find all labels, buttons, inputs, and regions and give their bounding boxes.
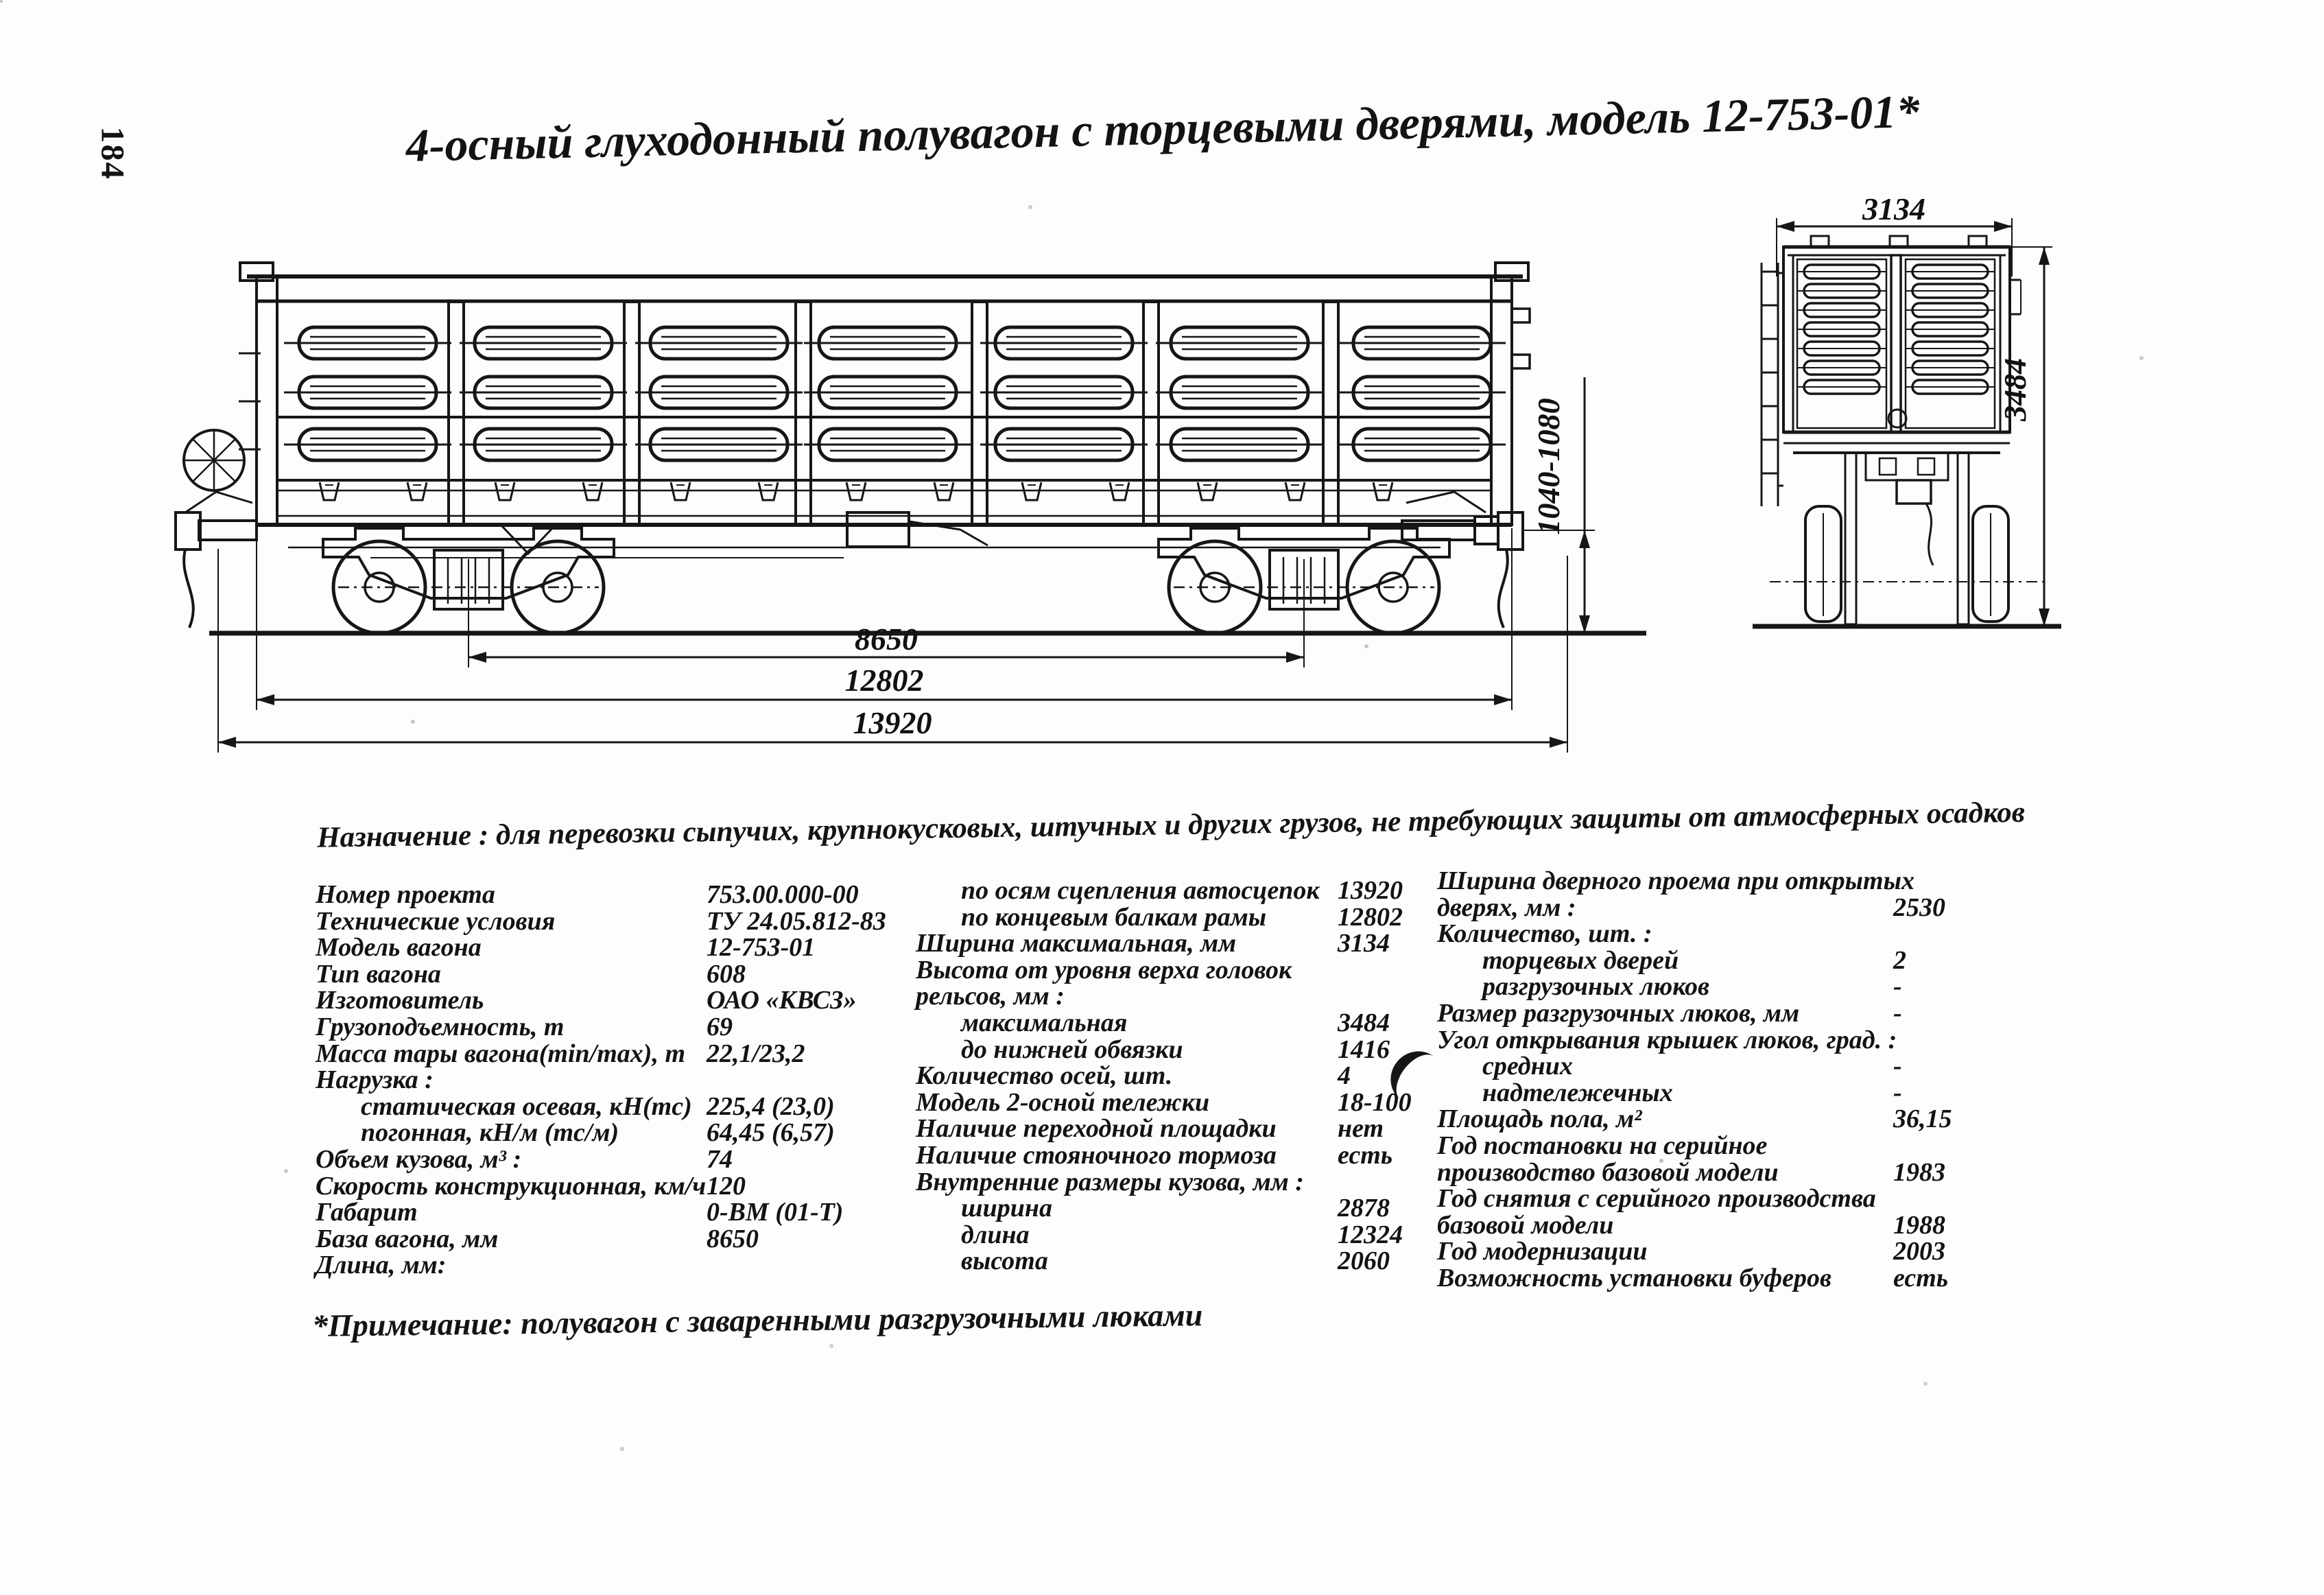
scan-specks: [0, 0, 3, 3]
spec-value: 0-ВМ (01-Т): [707, 1198, 844, 1227]
spec-row: [316, 1144, 912, 1174]
spec-label: Изготовитель: [316, 986, 484, 1015]
spec-label: Модель 2-осной тележки: [916, 1087, 1210, 1117]
spec-label: Возможность установки буферов: [1437, 1263, 1832, 1292]
spec-value: 74: [707, 1144, 733, 1174]
spec-value: 753.00.000-00: [707, 880, 859, 909]
spec-label: Внутренние размеры кузова, мм :: [916, 1167, 1304, 1196]
spec-label: по концевым балкам рамы: [961, 902, 1267, 932]
dim-label-8650: 8650: [855, 622, 918, 657]
spec-label: Ширина максимальная, мм: [916, 929, 1237, 958]
spec-value: 225,4 (23,0): [707, 1091, 835, 1121]
spec-label: до нижней обвязки: [961, 1035, 1183, 1064]
dimension-3484: [1997, 247, 2052, 626]
spec-label: База вагона, мм: [316, 1224, 499, 1253]
spec-value: -: [1893, 998, 1902, 1028]
spec-label: дверях, мм :: [1437, 893, 1576, 922]
spec-value: есть: [1893, 1263, 1949, 1292]
spec-row: [1437, 1078, 2041, 1107]
dim-label-13920: 13920: [853, 705, 932, 740]
spec-row: [916, 1087, 1437, 1117]
spec-label: Год снятия с серийного производства: [1437, 1184, 1876, 1214]
spec-value: 2530: [1893, 893, 1945, 922]
spec-row: [1437, 919, 2041, 949]
spec-table: [316, 866, 2044, 1305]
spec-label: надтележечных: [1482, 1078, 1673, 1107]
spec-value: 3484: [1338, 1008, 1390, 1037]
spec-column-1: [316, 879, 912, 1280]
spec-row: [916, 1008, 1437, 1035]
spec-row: [1437, 971, 2041, 1002]
spec-row: [1437, 1131, 2041, 1160]
spec-label: Угол открывания крышек люков, град. :: [1437, 1025, 1897, 1054]
spec-value: нет: [1338, 1114, 1384, 1144]
spec-row: [316, 1224, 912, 1251]
spec-row: [1437, 1210, 2041, 1240]
spec-row: [316, 1039, 912, 1068]
spec-value: 12802: [1338, 902, 1403, 932]
spec-value: 3134: [1338, 929, 1390, 958]
footnote: *Примечание: полувагон с заваренными разгрузочными люками: [311, 1297, 1203, 1343]
spec-value: 1983: [1893, 1157, 1945, 1187]
spec-label: Скорость конструкционная, км/ч: [316, 1171, 707, 1201]
end-corrugations: [1797, 265, 1995, 394]
spec-label: Грузоподъемность, т: [316, 1012, 565, 1041]
end-undergear: [1753, 410, 2061, 626]
spec-value: 2: [1893, 945, 1906, 975]
spec-label: базовой модели: [1437, 1210, 1614, 1240]
spec-label: статическая осевая, кН(тс): [361, 1091, 692, 1121]
spec-row: [1437, 1263, 2041, 1290]
spec-value: 120: [707, 1171, 746, 1201]
spec-row: [1437, 945, 2041, 975]
spec-label: Наличие стояночного тормоза: [916, 1140, 1277, 1170]
spec-label: Высота от уровня верха головок: [916, 955, 1292, 984]
dimension-coupler-height: [1523, 377, 1595, 633]
page-number: 184: [94, 126, 131, 180]
spec-label: Технические условия: [316, 906, 556, 936]
spec-value: 4: [1338, 1061, 1351, 1091]
spec-value: -: [1893, 1078, 1902, 1107]
spec-row: [316, 1065, 912, 1095]
right-coupler: [1402, 492, 1523, 628]
spec-row: [916, 1167, 1437, 1194]
spec-row: [316, 906, 912, 936]
spec-column-2: [916, 875, 1437, 1276]
spec-row: [316, 1250, 912, 1280]
spec-row: [316, 1197, 912, 1227]
spec-value: ОАО «КВСЗ»: [707, 986, 857, 1015]
spec-column-3: [1437, 866, 2041, 1290]
spec-row: [316, 879, 912, 909]
spec-row: [1437, 893, 2041, 922]
spec-label: разгрузочных люков: [1482, 972, 1709, 1002]
spec-label: Количество осей, шт.: [916, 1061, 1173, 1091]
spec-row: [916, 875, 1437, 905]
spec-label: Габарит: [316, 1198, 418, 1227]
brake-cylinder: [847, 512, 909, 547]
spec-label: Ширина дверного проема при открытых: [1437, 866, 1914, 895]
dim-label-3484: 3484: [1997, 358, 2032, 421]
spec-value: 22,1/23,2: [707, 1039, 805, 1068]
spec-row: [1437, 998, 2041, 1028]
spec-row: [316, 959, 912, 989]
spec-label: Длина, мм:: [316, 1251, 447, 1280]
spec-row: [916, 1113, 1437, 1144]
spec-label: средних: [1482, 1052, 1573, 1081]
spec-value: 13920: [1338, 876, 1403, 905]
spec-row: [316, 1012, 912, 1039]
spec-label: производство базовой модели: [1437, 1157, 1779, 1187]
dim-label-3134: 3134: [1862, 191, 1925, 226]
spec-value: есть: [1338, 1140, 1393, 1170]
spec-row: [1437, 1236, 2041, 1266]
spec-value: 69: [707, 1012, 733, 1041]
end-view-drawing: [1742, 184, 2072, 657]
spec-label: Количество, шт. :: [1437, 919, 1652, 949]
spec-label: Год модернизации: [1437, 1237, 1648, 1266]
dim-label-coupler-height: 1040-1080: [1531, 398, 1566, 535]
spec-label: Площадь пола, м²: [1437, 1104, 1642, 1134]
spec-label: по осям сцепления автосцепок: [961, 876, 1320, 905]
spec-value: 12324: [1338, 1220, 1403, 1249]
spec-value: 18-100: [1338, 1087, 1412, 1117]
spec-row: [1437, 1183, 2041, 1214]
spec-row: [1437, 866, 2041, 893]
spec-row: [916, 955, 1437, 982]
spec-row: [1437, 1157, 2041, 1187]
spec-row: [916, 902, 1437, 932]
spec-row: [916, 1140, 1437, 1170]
spec-label: высота: [961, 1247, 1048, 1276]
spec-row: [316, 932, 912, 962]
spec-label: Объем кузова, м³ :: [316, 1144, 522, 1174]
spec-label: длина: [961, 1220, 1030, 1249]
spec-row: [916, 1035, 1437, 1064]
purpose-line: Назначение : для перевозки сыпучих, крупнокусковых, штучных и других грузов, не требующих защиты от атмосферных осадков: [316, 796, 2026, 854]
spec-value: 36,15: [1893, 1104, 1952, 1134]
spec-value: -: [1893, 972, 1902, 1002]
spec-label: Год постановки на серийное: [1437, 1131, 1768, 1160]
spec-value: 2060: [1338, 1247, 1390, 1276]
spec-label: Номер проекта: [316, 880, 495, 909]
spec-value: 2878: [1338, 1194, 1390, 1223]
spec-value: 1988: [1893, 1210, 1945, 1240]
spec-row: [1437, 1051, 2041, 1081]
left-coupler: [176, 430, 257, 628]
spec-row: [316, 1118, 912, 1148]
spec-row: [916, 981, 1437, 1011]
spec-label: торцевых дверей: [1482, 945, 1679, 975]
spec-row: [916, 928, 1437, 958]
spec-label: Масса тары вагона(min/max), т: [316, 1039, 685, 1068]
dim-label-12802: 12802: [844, 663, 924, 698]
spec-row: [316, 1091, 912, 1121]
spec-value: 12-753-01: [707, 933, 816, 962]
spec-row: [916, 1246, 1437, 1276]
spec-value: 1416: [1338, 1035, 1390, 1064]
spec-value: ТУ 24.05.812-83: [707, 906, 886, 936]
spec-label: погонная, кН/м (тс/м): [361, 1118, 619, 1148]
spec-row: [916, 1220, 1437, 1247]
spec-value: 8650: [707, 1224, 759, 1253]
page-title: 4-осный глуходонный полувагон с торцевыми дверями, модель 12-753-01*: [405, 84, 1921, 172]
dimension-12802: [257, 528, 1512, 710]
spec-row: [916, 1061, 1437, 1091]
spec-label: Размер разгрузочных люков, мм: [1437, 998, 1800, 1028]
spec-value: 608: [707, 959, 746, 989]
spec-label: рельсов, мм :: [916, 982, 1065, 1011]
spec-label: Тип вагона: [316, 959, 441, 989]
spec-value: -: [1893, 1052, 1902, 1081]
spec-label: Нагрузка :: [316, 1065, 434, 1095]
spec-row: [1437, 1104, 2041, 1134]
spec-value: 2003: [1893, 1237, 1945, 1266]
spec-row: [316, 985, 912, 1015]
wagon-body: [239, 263, 1530, 525]
spec-label: ширина: [961, 1194, 1053, 1223]
spec-row: [316, 1171, 912, 1201]
spec-row: [916, 1193, 1437, 1223]
spec-label: максимальная: [961, 1008, 1128, 1037]
spec-label: Наличие переходной площадки: [916, 1114, 1277, 1144]
spec-label: Модель вагона: [316, 933, 482, 962]
side-view-drawing: [75, 175, 1646, 779]
spec-value: 64,45 (6,57): [707, 1118, 835, 1148]
spec-row: [1437, 1025, 2041, 1052]
